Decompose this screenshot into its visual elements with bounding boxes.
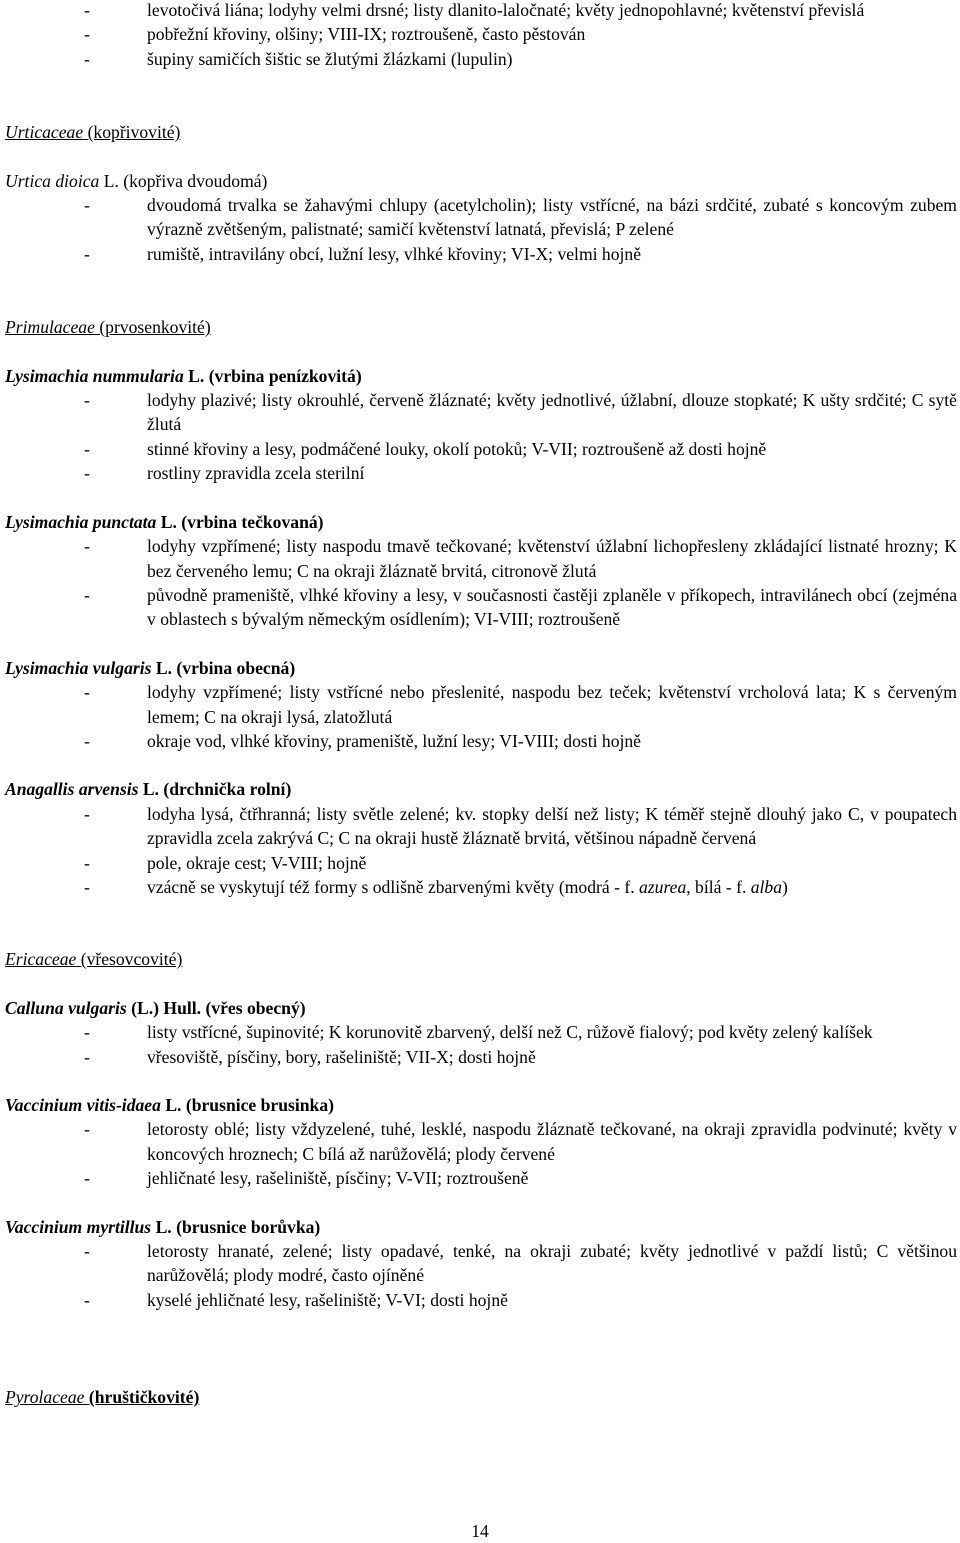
species-czech-name: (vřes obecný) xyxy=(205,997,306,1018)
species-heading-anagallis-arvensis xyxy=(5,777,957,801)
list-item: - rumiště, intravilány obcí, lužní lesy, vlhké křoviny; VI-X; velmi hojně xyxy=(5,242,957,266)
list-item: - letorosty oblé; listy vždyzelené, tuhé, lesklé, naspodu žláznatě tečkované, na okraji zpravidla podvinuté; květy v koncových hroznech; C bílá až narůžovělá; plody červené xyxy=(5,1117,957,1166)
species-latin-name: Lysimachia punctata xyxy=(5,511,157,532)
list-item: - stinné křoviny a lesy, podmáčené louky, okolí potoků; V-VII; roztroušeně až dosti hojně xyxy=(5,437,957,461)
species-author: L. xyxy=(142,779,159,800)
species-latin-name: Urtica dioica xyxy=(5,170,100,191)
list-item: - jehličnaté lesy, rašeliniště, písčiny; V-VII; roztroušeně xyxy=(5,1166,957,1190)
family-heading-ericaceae xyxy=(5,947,957,971)
list-item: - listy vstřícné, šupinovité; K korunovitě zbarvený, delší než C, růžově fialový; pod květy zelený kalíšek xyxy=(5,1020,957,1044)
family-czech-name: (kopřivovité) xyxy=(87,122,181,143)
form-note-text: ) xyxy=(782,876,788,897)
species-author: L. xyxy=(155,657,173,678)
form-name-azurea: azurea xyxy=(639,876,687,897)
species-czech-name: (drchnička rolní) xyxy=(163,779,292,800)
list-item: - dvoudomá trvalka se žahavými chlupy (acetylcholin); listy vstřícné, na bázi srdčité, zubaté s koncovým zubem výrazně zvětšeným, palistnaté; samičí květenství latnatá, převislá; P zelené xyxy=(5,193,957,242)
list-item: - pobřežní křoviny, olšiny; VIII-IX; roztroušeně, často pěstován xyxy=(5,22,957,46)
species-description-list xyxy=(5,1117,957,1190)
species-author: L. xyxy=(188,365,205,386)
species-czech-name: (brusnice brusinka) xyxy=(185,1095,334,1115)
species-heading-lysimachia-nummularia xyxy=(5,364,957,388)
species-heading-lysimachia-vulgaris xyxy=(5,656,957,680)
list-item: - lodyhy vzpřímené; listy vstřícné nebo přeslenité, naspodu bez teček; květenství vrcholová lata; K s červeným lemem; C na okraji lysá, zlatožlutá xyxy=(5,680,957,729)
species-latin-name: Calluna vulgaris xyxy=(5,997,127,1018)
list-item: - kyselé jehličnaté lesy, rašeliniště; V-VI; dosti hojně xyxy=(5,1288,957,1312)
species-description-list xyxy=(5,388,957,486)
form-name-alba: alba xyxy=(750,876,783,897)
species-description-list xyxy=(5,802,957,900)
list-item: - lodyha lysá, čtřhranná; listy světle zelené; kv. stopky delší než listy; K téměř stejně dlouhý jako C, v poupatech zpravidla zcela zakrývá C; C na okraji hustě žláznatě brvitá, většinou nápadně červená xyxy=(5,802,957,851)
species-czech-name: (vrbina tečkovaná) xyxy=(181,511,324,532)
list-item: - šupiny samičích šištic se žlutými žlázkami (lupulin) xyxy=(5,47,957,71)
list-item: - okraje vod, vlhké křoviny, prameniště, lužní lesy; VI-VIII; dosti hojně xyxy=(5,729,957,753)
species-author: (L.) Hull. xyxy=(131,997,202,1018)
page-number: 14 xyxy=(471,1521,489,1541)
species-czech-name: (brusnice borůvka) xyxy=(176,1216,321,1237)
species-author: L. xyxy=(155,1216,172,1237)
family-heading-primulaceae xyxy=(5,315,957,339)
species-czech-name: (kopřiva dvoudomá) xyxy=(123,170,268,191)
species-latin-name: Lysimachia nummularia xyxy=(5,365,184,386)
family-heading-urticaceae xyxy=(5,120,957,144)
species-description-list xyxy=(5,680,957,753)
list-item: - lodyhy vzpřímené; listy naspodu tmavě tečkované; květenství úžlabní lichopřesleny zkládající listnaté hrozny; K bez červeného lemu; C na okraji žláznatě brvitá, citronově žlutá xyxy=(5,534,957,583)
species-latin-name: Lysimachia vulgaris xyxy=(5,657,152,678)
form-note-text: vzácně se vyskytují též formy s odlišně zbarvenými květy (modrá - f. xyxy=(147,876,639,897)
species-heading-calluna-vulgaris xyxy=(5,996,957,1020)
species-czech-name: (vrbina penízkovitá) xyxy=(208,365,362,386)
list-item: - rostliny zpravidla zcela sterilní xyxy=(5,461,957,485)
list-item: - lodyhy plazivé; listy okrouhlé, červeně žláznaté; květy jednotlivé, úžlabní, dlouze stopkaté; K ušty srdčité; C sytě žlutá xyxy=(5,388,957,437)
species-description-list xyxy=(5,193,957,266)
list-item: - letorosty hranaté, zelené; listy opadavé, tenké, na okraji zubaté; květy jednotlivé v paždí listů; C většinou narůžovělá; plody modré, často ojíněné xyxy=(5,1239,957,1288)
species-latin-name: Anagallis arvensis xyxy=(5,779,139,800)
species-heading-vaccinium-vitis-idaea xyxy=(5,1093,957,1117)
family-czech-name: (prvosenkovité) xyxy=(99,317,211,338)
list-item xyxy=(5,875,957,899)
family-latin-name: Ericaceae xyxy=(5,949,77,970)
species-latin-name: Vaccinium myrtillus xyxy=(5,1216,152,1237)
family-latin-name: Urticaceae xyxy=(5,122,84,143)
species-description-list xyxy=(5,1020,957,1069)
list-item: - pole, okraje cest; V-VIII; hojně xyxy=(5,851,957,875)
list-item: - levotočivá liána; lodyhy velmi drsné; listy dlanito-laločnaté; květy jednopohlavné; květenství převislá xyxy=(5,0,957,22)
species-description-list xyxy=(5,534,957,632)
species-latin-name: Vaccinium vitis-idaea xyxy=(5,1095,161,1115)
form-note-text: , bílá - f. xyxy=(686,876,751,897)
family-latin-name: Pyrolaceae xyxy=(5,1387,85,1408)
species-czech-name: (vrbina obecná) xyxy=(176,657,296,678)
list-item: - původně prameniště, vlhké křoviny a lesy, v současnosti častěji zplaněle v příkopech, intravilánech obcí (zejména v oblastech s bývalým německým osídlením); VI-VIII; roztroušeně xyxy=(5,583,957,632)
species-heading-urtica-dioica xyxy=(5,169,957,193)
species-author: L. xyxy=(103,170,119,191)
family-latin-name: Primulaceae xyxy=(5,317,95,338)
family-czech-name: (hruštičkovité) xyxy=(88,1387,200,1408)
list-item: - vřesoviště, písčiny, bory, rašeliniště; VII-X; dosti hojně xyxy=(5,1045,957,1069)
species-author: L. xyxy=(165,1095,182,1115)
species-heading-lysimachia-punctata xyxy=(5,510,957,534)
species-author: L. xyxy=(160,511,177,532)
species-description-list xyxy=(5,1239,957,1312)
family-heading-pyrolaceae xyxy=(5,1385,957,1409)
family-czech-name: (vřesovcovité) xyxy=(80,949,183,970)
species-heading-vaccinium-myrtillus xyxy=(5,1215,957,1239)
continued-entry-list xyxy=(5,0,957,71)
document-body xyxy=(5,0,957,1410)
